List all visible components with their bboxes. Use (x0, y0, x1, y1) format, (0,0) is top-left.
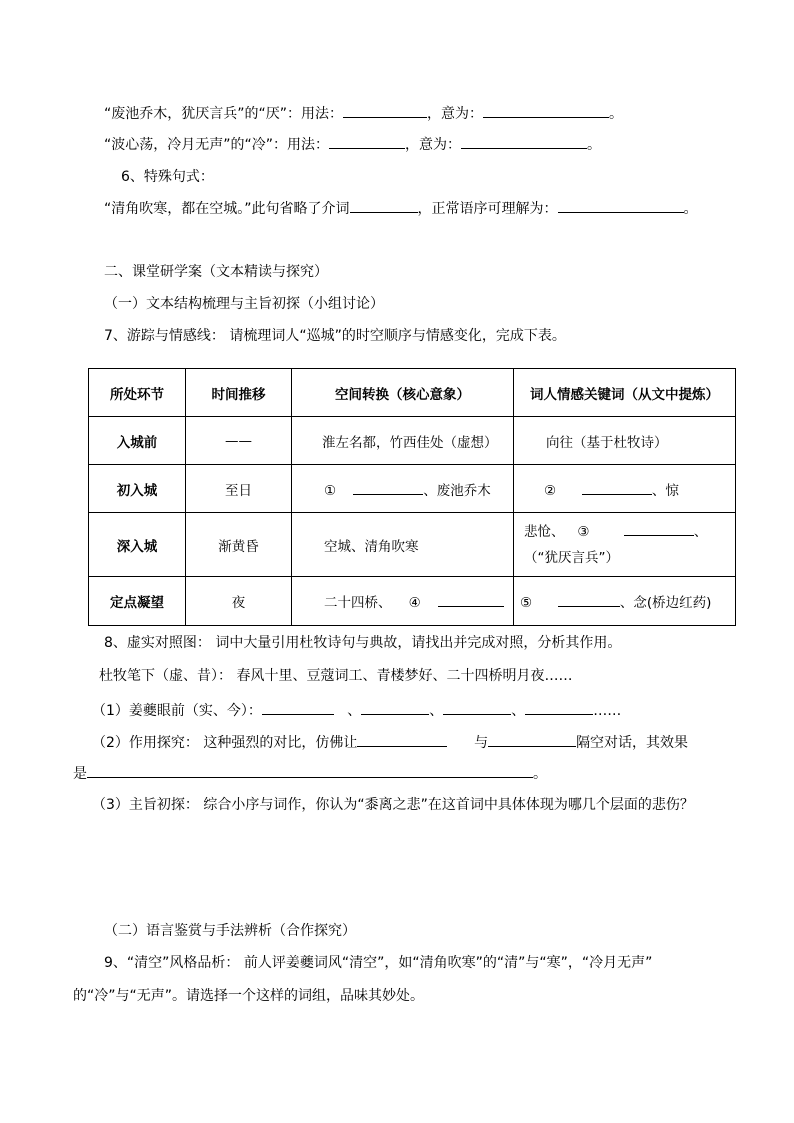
table-row (89, 577, 736, 626)
stage-cell: 深入城 (89, 513, 186, 577)
blank-number: ① (324, 482, 337, 499)
time-cell: 渐黄昏 (186, 513, 292, 577)
subsection-2-heading: （二）语言鉴赏与手法辨析（合作探究） (104, 923, 356, 939)
stage-cell: 定点凝望 (89, 577, 186, 626)
table-row (89, 465, 736, 513)
space-cell: 二十四桥、 ④ (292, 577, 514, 626)
table-header: 时间推移 (186, 369, 292, 417)
question-8-part2: （2）作用探究： 这种强烈的对比，仿佛让 与 隔空对话，其效果 (92, 732, 688, 753)
space-cell: 空城、清角吹寒 (292, 513, 514, 577)
answer-blank[interactable] (582, 480, 652, 495)
question-8-title: 8、虚实对照图： 词中大量引用杜牧诗句与典故，请找出并完成对照，分析其作用。 (104, 635, 622, 651)
emotion-cell: ② 、惊 (514, 465, 736, 513)
table-header-row (89, 369, 736, 417)
table-header: 空间转换（核心意象） (292, 369, 514, 417)
question-6-title: 6、特殊句式： (121, 169, 214, 185)
section-2-heading: 二、课堂研学案（文本精读与探究） (104, 264, 328, 280)
question-9-line2: 的“冷”与“无声”。请选择一个这样的词组，品味其妙处。 (73, 988, 425, 1004)
answer-blank[interactable] (558, 198, 684, 213)
question-yan-lead: “废池乔木，犹厌言兵”的“厌”：用法： (104, 106, 344, 122)
answer-blank[interactable] (558, 592, 620, 607)
question-7-text: 7、游踪与情感线： 请梳理词人“巡城”的时空顺序与情感变化，完成下表。 (104, 328, 566, 344)
stage-cell: 入城前 (89, 417, 186, 465)
dumu-line: 杜牧笔下（虚、昔）： 春风十里、豆蔻词工、青楼梦好、二十四桥明月夜…… (99, 668, 573, 684)
question-leng-lead: “波心荡，冷月无声”的“冷”：用法： (104, 137, 330, 153)
table-header: 词人情感关键词（从文中提炼） (514, 369, 736, 417)
answer-blank[interactable] (357, 732, 447, 747)
table-row (89, 513, 736, 577)
blank-number: ③ (577, 523, 590, 540)
answer-blank[interactable] (624, 521, 694, 536)
question-8-part3: （3）主旨初探： 综合小序与词作，你认为“黍离之悲”在这首词中具体体现为哪几个层面的悲伤？ (92, 797, 694, 813)
blank-number: ② (544, 482, 557, 499)
emotion-cell: ⑤ 、念(桥边红药) (514, 577, 736, 626)
question-9-line1: 9、“清空”风格品析： 前人评姜夔词风“清空”，如“清角吹寒”的“清”与“寒”，“冷月无声” (104, 955, 653, 971)
answer-blank[interactable] (443, 700, 511, 715)
time-cell: —— (186, 417, 292, 465)
subsection-1-heading: （一）文本结构梳理与主旨初探（小组讨论） (104, 296, 384, 312)
table-row (89, 417, 736, 465)
answer-blank[interactable] (329, 134, 405, 149)
time-cell: 至日 (186, 465, 292, 513)
emotion-cell: 悲怆、 ③ 、 （“犹厌言兵”） (514, 513, 736, 577)
answer-blank[interactable] (488, 732, 576, 747)
space-cell: ① 、废池乔木 (292, 465, 514, 513)
answer-blank[interactable] (361, 700, 429, 715)
answer-blank[interactable] (87, 763, 533, 778)
blank-number: ⑤ (520, 595, 533, 611)
answer-blank[interactable] (343, 103, 427, 118)
answer-blank[interactable] (461, 134, 587, 149)
answer-blank[interactable] (483, 103, 609, 118)
question-8-part1: （1）姜夔眼前（实、今）： 、 、 、 …… (92, 700, 621, 721)
emotion-cell: 向往（基于杜牧诗） (514, 417, 736, 465)
question-leng-usage: “波心荡，冷月无声”的“冷”：用法： ，意为： 。 (104, 134, 601, 155)
answer-blank[interactable] (525, 700, 593, 715)
question-yan-usage: “废池乔木，犹厌言兵”的“厌”：用法： ，意为： 。 (104, 103, 623, 124)
table-header: 所处环节 (89, 369, 186, 417)
time-cell: 夜 (186, 577, 292, 626)
question-6-body: “清角吹寒，都在空城。”此句省略了介词 ，正常语序可理解为： 。 (104, 198, 698, 219)
space-cell: 淮左名都，竹西佳处（虚想） (292, 417, 514, 465)
question-8-part2-cont: 是 。 (73, 763, 547, 784)
answer-blank[interactable] (262, 700, 334, 715)
stage-cell: 初入城 (89, 465, 186, 513)
answer-blank[interactable] (353, 480, 423, 495)
journey-emotion-table (88, 368, 736, 626)
blank-number: ④ (408, 595, 421, 611)
answer-blank[interactable] (438, 592, 504, 607)
answer-blank[interactable] (350, 198, 418, 213)
